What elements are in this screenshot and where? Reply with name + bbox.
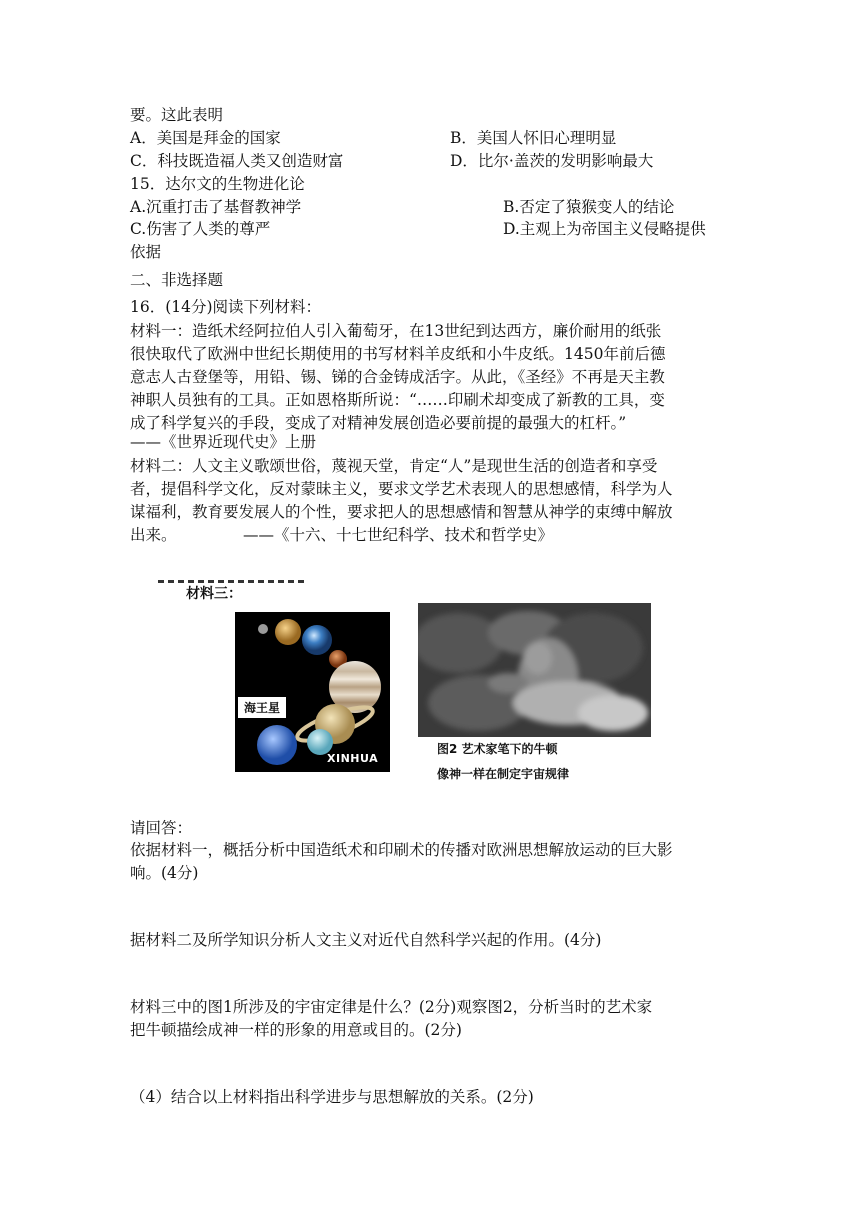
- earth-icon: [302, 625, 332, 655]
- material-1-line: 成了科学复兴的手段，变成了对精神发展创造必要前提的最强大的杠杆。”: [130, 414, 627, 432]
- figure-2-caption: 图2 艺术家笔下的牛顿: [437, 742, 558, 756]
- scan-artifact: [158, 568, 358, 574]
- option-a: A.沉重打击了基督教神学: [130, 198, 302, 216]
- option-c: C．科技既造福人类又创造财富: [130, 152, 344, 170]
- material-1-line: 材料一：造纸术经阿拉伯人引入葡萄牙，在13世纪到达西方，廉价耐用的纸张: [130, 322, 662, 340]
- material-1-line: 很快取代了欧洲中世纪长期使用的书写材料羊皮纸和小牛皮纸。1450年前后德: [130, 345, 666, 363]
- option-b: B.否定了猿猴变人的结论: [503, 198, 675, 216]
- text-line: 要。这此表明: [130, 106, 224, 124]
- material-1-line: 神职人员独有的工具。正如恩格斯所说：“……印刷术却变成了新教的工具，变: [130, 391, 665, 409]
- material-1-line: 意志人古登堡等，用铅、锡、锑的合金铸成活字。从此，《圣经》不再是天主教: [130, 368, 665, 386]
- question-15: 15．达尔文的生物进化论: [130, 175, 305, 193]
- material-2-line: 材料二：人文主义歌颂世俗，蔑视天堂，肯定“人”是现世生活的创造者和享受: [130, 457, 658, 475]
- sub-question-3: 把牛顿描绘成神一样的形象的用意或目的。(2分): [130, 1021, 462, 1039]
- sub-question-1: 响。(4分): [130, 864, 199, 882]
- sub-question-3: 材料三中的图1所涉及的宇宙定律是什么？(2分)观察图2，分析当时的艺术家: [130, 998, 653, 1016]
- material-3-label: 材料三：: [186, 586, 242, 602]
- question-16-head: 16．(14分)阅读下列材料：: [130, 298, 322, 316]
- text-line: 依据: [130, 243, 162, 261]
- planets-image: [235, 612, 390, 772]
- venus-icon: [275, 619, 301, 645]
- material-2-line: 谋福利，教育要发展人的个性，要求把人的思想感情和智慧从神学的束缚中解放: [130, 503, 673, 521]
- sub-question-1: 依据材料一，概括分析中国造纸术和印刷术的传播对欧洲思想解放运动的巨大影: [130, 841, 673, 859]
- option-a: A．美国是拜金的国家: [130, 129, 281, 147]
- mercury-icon: [258, 624, 268, 634]
- figure-2-caption: 像神一样在制定宇宙规律: [437, 767, 570, 781]
- neptune-label: 海王星: [237, 696, 287, 719]
- section-heading: 二、非选择题: [130, 271, 224, 289]
- neptune-icon: [257, 725, 297, 765]
- newton-artwork-image: [418, 603, 651, 737]
- option-d: D.主观上为帝国主义侵略提供: [503, 220, 706, 238]
- material-2-line: 者，提倡科学文化，反对蒙昧主义，要求文学艺术表现人的思想感情，科学为人: [130, 480, 673, 498]
- watermark: XINHUA: [327, 752, 379, 765]
- material-2-line: 出来。: [130, 526, 177, 544]
- material-2-source: ——《十六、十七世纪科学、技术和哲学史》: [243, 526, 554, 544]
- sub-question-4: （4）结合以上材料指出科学进步与思想解放的关系。(2分): [130, 1088, 534, 1106]
- option-c: C.伤害了人类的尊严: [130, 220, 271, 238]
- option-d: D．比尔·盖茨的发明影响最大: [450, 152, 654, 170]
- answer-prompt: 请回答：: [130, 819, 193, 837]
- material-1-source: ——《世界近现代史》上册: [130, 433, 317, 451]
- option-b: B．美国人怀旧心理明显: [450, 129, 617, 147]
- sub-question-2: 据材料二及所学知识分析人文主义对近代自然科学兴起的作用。(4分): [130, 931, 602, 949]
